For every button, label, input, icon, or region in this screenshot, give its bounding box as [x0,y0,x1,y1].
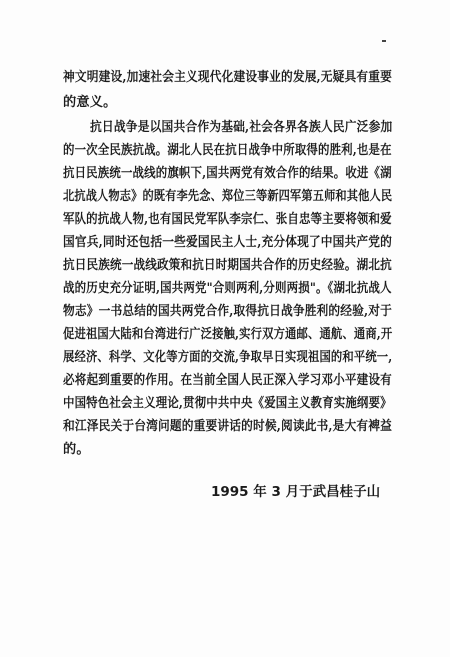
paragraph-line: 北抗战人物志》的既有李先念、郑位三等新四军第五师和其他人民 [63,189,393,204]
paragraph-line: 战的历史充分证明,国共两党"合则两利,分则两损"。《湖北抗战人 [63,281,392,296]
page-corner-mark [382,40,386,42]
paragraph-line: 中国特色社会主义理论,贯彻中共中央《爱国主义教育实施纲要》 [63,396,392,411]
paragraph-line: 物志》一书总结的国共两党合作,取得抗日战争胜利的经验,对于 [63,304,393,319]
paragraph-line: 神文明建设,加速社会主义现代化建设事业的发展,无疑具有重要 [63,70,393,85]
signature-date-place: 1995 年 3 月于武昌桂子山 [211,484,381,500]
paragraph-line: 军队的抗战人物,也有国民党军队李宗仁、张自忠等主要将领和爱 [63,212,392,227]
paragraph-line: 的意义。 [63,95,117,110]
paragraph-line: 的。 [63,442,90,457]
paragraph-line: 抗日民族统一战线政策和抗日时期国共合作的历史经验。湖北抗 [63,258,392,273]
paragraph-line: 展经济、科学、文化等方面的交流,争取早日实现祖国的和平统一, [63,350,393,365]
paragraph-line: 国官兵,同时还包括一些爱国民主人士,充分体现了中国共产党的 [63,235,393,250]
paragraph-line: 抗日民族统一战线的旗帜下,国共两党有效合作的结果。收进《湖 [63,166,392,181]
paragraph-line: 必将起到重要的作用。在当前全国人民正深入学习邓小平建设有 [63,373,392,388]
paragraph-line: 的一次全民族抗战。湖北人民在抗日战争中所取得的胜利,也是在 [63,143,392,158]
paragraph-line: 和江泽民关于台湾问题的重要讲话的时候,阅读此书,是大有裨益 [63,419,393,434]
paragraph-line: 抗日战争是以国共合作为基础,社会各界各族人民广泛参加 [90,120,393,135]
paragraph-line: 促进祖国大陆和台湾进行广泛接触,实行双方通邮、通航、通商,开 [63,327,393,342]
